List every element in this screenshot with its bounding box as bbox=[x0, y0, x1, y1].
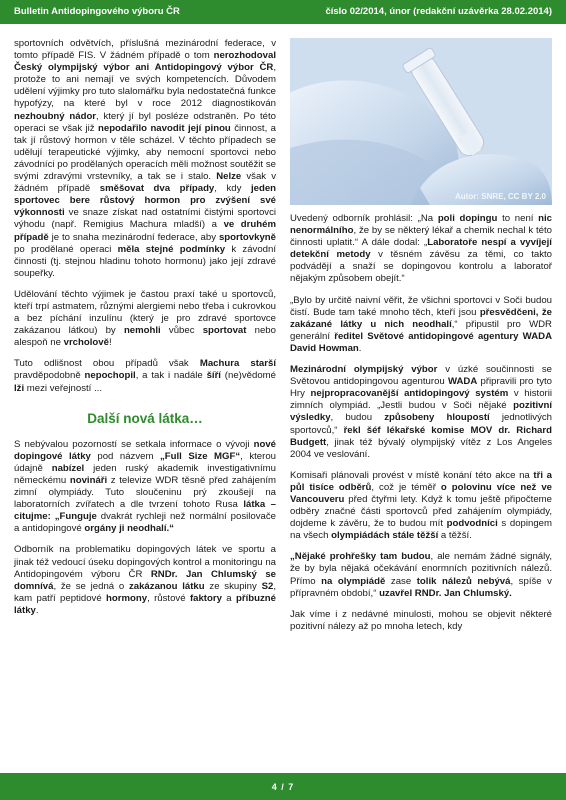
text-run: dvakrát rychleji než normální posilovače a antidopingové bbox=[14, 511, 276, 535]
text-run: , a tak i nadále bbox=[135, 370, 207, 382]
right-column bbox=[290, 213, 552, 642]
paragraph bbox=[290, 364, 552, 461]
bold-text: nerozhodoval Český olympijský výbor ani Antidopingový výbor ČR bbox=[14, 50, 276, 74]
text-run: zase bbox=[385, 575, 417, 587]
left-column bbox=[14, 38, 276, 626]
bold-text: faktory bbox=[189, 592, 222, 604]
text-run: to není bbox=[497, 213, 539, 224]
text-run: , jinak též bývalý olympijský vítěz z Los Angeles 2004 ve veslování. bbox=[290, 436, 552, 460]
bold-text: lži bbox=[14, 382, 25, 394]
paragraph bbox=[14, 439, 276, 536]
text-run: a těžší. bbox=[438, 530, 472, 542]
issue-info: číslo 02/2014, únor (redakční uzávěrka 28.02.2014) bbox=[325, 6, 552, 17]
text-run: před čtyřmi lety. Když k tomu ještě připočteme odběry značné části sportovců před zahájením olympiády, dojdeme k závěru, že to budou mít bbox=[290, 493, 552, 530]
text-run: sportovních odvětvích, příslušná mezinárodní federace, v tomto případě FIS. V žádném případě o tom bbox=[14, 38, 276, 62]
bold-text: vrcholově bbox=[63, 337, 109, 349]
text-run: , budou bbox=[330, 412, 385, 424]
text-run: „Bylo by určitě naivní věřit, že všichni sportovci v Soči budou čistí. Bude tam také mnoho těch, kteří jsou bbox=[290, 294, 552, 318]
text-run: k závodní činnosti (tj. stejnou hladinu tohoto hormonu) jako její zdravé soupeřky. bbox=[14, 243, 277, 279]
paragraph bbox=[290, 551, 552, 599]
text-run: Tuto odlišnost obou případů však bbox=[14, 358, 200, 370]
text-run: , který jí byl posléze odstraněn. Po této operaci se však již bbox=[14, 110, 276, 134]
bold-text: přesvědčeni, že zakázané látky u nich neodhalí bbox=[290, 306, 552, 330]
text-run: ,“ připustil pro WDR generální bbox=[290, 318, 552, 342]
text-run: z televize WDR těsně před zahájením zimní olympiády. Tuto sloučeninu prý zkoušejí na laboratorních zvířatech a dle tvrzení tohoto Rusa bbox=[14, 475, 277, 511]
bold-text: jeden sportovec bere růstový hormon pro zvýšení své výkonnosti bbox=[14, 183, 277, 219]
bold-text: tři a půl tisíce odběrů bbox=[290, 469, 552, 493]
text-run: , že by se některý lékař a chemik nechal k této činnosti uplatit.“ A dále dodal: „ bbox=[290, 225, 552, 249]
bold-text: Machura starší bbox=[199, 358, 277, 370]
bold-text: novináři bbox=[69, 475, 108, 486]
text-run: (ne)vědomé bbox=[220, 370, 276, 382]
text-run: s dopingem na všech bbox=[290, 518, 552, 542]
bold-text: nejpropracovanější antidopingový systém bbox=[310, 388, 509, 400]
bold-text: tolik nálezů nebývá bbox=[416, 575, 511, 587]
text-run: , spíše v přípravném období,“ bbox=[290, 575, 552, 599]
bold-text: S2 bbox=[261, 580, 274, 592]
text-run: mezi veřejností ... bbox=[24, 382, 102, 394]
bold-text: sportovat bbox=[202, 325, 247, 337]
bold-text: poli dopingu bbox=[437, 213, 498, 224]
bold-text: WADA bbox=[447, 376, 478, 388]
bold-text: o polovinu více než ve Vancouveru bbox=[290, 481, 552, 505]
bold-text: RNDr. Jan Chlumský se domnívá bbox=[14, 568, 276, 592]
paragraph bbox=[290, 470, 552, 543]
text-run: , že se jedná o bbox=[53, 580, 129, 592]
text-run: jednotlivých sportovců,“ bbox=[290, 412, 553, 436]
bold-text: látka – citujme: „Funguje bbox=[14, 499, 276, 523]
text-run: Komisaři plánovali provést v místě konání této akce na bbox=[290, 469, 534, 481]
bold-text: nic nenormálního bbox=[290, 213, 553, 237]
bold-text: „Full Size MGF“ bbox=[159, 450, 241, 462]
section-heading: Další nová látka… bbox=[87, 410, 203, 426]
text-run: , kam patří peptidové bbox=[14, 580, 276, 604]
bold-text: zakázanou látku bbox=[128, 580, 205, 592]
text-run: pod názvem bbox=[90, 450, 160, 462]
bold-text: nepodařilo navodit její pinou bbox=[98, 122, 231, 134]
bold-text: příbuzné látky bbox=[14, 592, 276, 616]
bold-text: ve druhém případě bbox=[14, 219, 276, 243]
bold-text: nepochopil bbox=[84, 370, 136, 382]
bold-text: hormony bbox=[106, 592, 148, 604]
bold-text: uzavřel RNDr. Jan Chlumský. bbox=[379, 587, 512, 599]
text-run: Uvedený odborník prohlásil: „Na bbox=[290, 213, 438, 224]
bold-text: Nelze bbox=[216, 171, 242, 183]
page-number: 4 / 7 bbox=[271, 782, 295, 792]
text-run: po prodělané operaci bbox=[14, 243, 118, 255]
bold-text: Laboratoře nespí a vyvíjejí detekční metody bbox=[290, 237, 552, 261]
text-run: . bbox=[35, 604, 39, 616]
bold-text: ředitel Světové antidopingové agentury WADA David Howman bbox=[290, 330, 552, 354]
bold-text: pozitivní výsledky bbox=[290, 400, 552, 424]
article-photo bbox=[290, 38, 552, 205]
bold-text: řekl šéf lékařské komise MOV dr. Richard Budgett bbox=[290, 424, 552, 448]
bold-text: směšovat dva případy bbox=[99, 183, 215, 195]
paragraph bbox=[290, 213, 552, 286]
bold-text: olympiádách stále těžší bbox=[331, 530, 439, 542]
bold-text: sportovkyně bbox=[218, 231, 276, 243]
bold-text: nové dopingové látky bbox=[14, 438, 276, 462]
text-run: , růstové bbox=[147, 592, 190, 604]
bulletin-title: Bulletin Antidopingového výboru ČR bbox=[14, 6, 180, 17]
bold-text: způsobeny hloupostí bbox=[384, 412, 490, 424]
text-run: , kdy bbox=[214, 183, 251, 195]
text-run: Odborník na problematiku dopingových látek ve sportu a jinak též vedoucí úseku dopingových kontrol a monitoringu na Antidopingovém výboru ČR bbox=[14, 544, 276, 580]
paragraph bbox=[290, 609, 552, 633]
text-run: ! bbox=[108, 337, 112, 349]
text-run: S nebývalou pozorností se setkala informace o vývoji bbox=[14, 438, 254, 450]
bold-text: podvodníci bbox=[446, 518, 498, 530]
text-run: Udělování těchto výjimek je častou praxí také u sportovců, kteří trpí astmatem, různými alergiemi nebo třeba i cukrovkou a bez píchání inzulínu (který je pro zdravé sportovce zakázanou látkou) by bbox=[14, 288, 276, 337]
text-run: v úzké součinnosti se Světovou antidopingovou agenturou bbox=[290, 364, 552, 388]
bold-text: nemohli bbox=[123, 325, 161, 337]
text-run: a bbox=[221, 592, 237, 604]
text-run: , což je téměř bbox=[371, 481, 441, 493]
text-run: ze skupiny bbox=[204, 580, 262, 592]
bold-text: nabízel bbox=[51, 462, 85, 474]
text-run: připravili pro tyto Hry bbox=[290, 376, 552, 400]
text-run: jeden ruský akademik investigativnímu německému bbox=[14, 462, 276, 486]
paragraph bbox=[14, 544, 276, 617]
text-run: vůbec bbox=[160, 325, 203, 337]
text-run: ve snaze získat nad ostatními čistými sportovci výhodu (např. Remigius Machura mladší) a bbox=[14, 207, 276, 231]
text-run: . bbox=[358, 342, 362, 354]
bold-text: na olympiádě bbox=[321, 575, 386, 587]
text-run: v historii zimních olympiád. „Jestli budou v Soči nějaké bbox=[290, 388, 552, 412]
bold-text: šíří bbox=[206, 370, 221, 382]
bold-text: nezhoubný nádor bbox=[14, 110, 97, 122]
text-run: pravděpodobně bbox=[14, 370, 85, 382]
bold-text: Mezinárodní olympijský výbor bbox=[290, 364, 438, 376]
text-run: však v žádném případě bbox=[14, 171, 276, 195]
bold-text: měla stejné podmínky bbox=[117, 243, 226, 255]
text-run: , protože to ani nemají ve svých kompetencích. Důvodem udělení výjimky pro tuto slalomářku byla nedostatečná funkce hypofýzy, na které byl v roce 2012 diagnostikován bbox=[14, 62, 276, 110]
paragraph bbox=[14, 38, 276, 280]
text-run: v těsném závěsu za těmi, co takto podvádějí a snaží se dopingovou kontrolu a laboratoř nějakým způsobem obejít.“ bbox=[290, 249, 552, 285]
text-run: , kterou údajně bbox=[14, 450, 276, 474]
text-run: je to snaha mezinárodní federace, aby bbox=[48, 231, 219, 243]
paragraph bbox=[14, 358, 276, 394]
footer-bar bbox=[0, 773, 566, 800]
text-run: nebo alespoň ne bbox=[14, 325, 276, 349]
bold-text: orgány ji neodhalí.“ bbox=[84, 523, 174, 535]
paragraph bbox=[14, 289, 276, 349]
text-run: Jak víme i z nedávné minulosti, mohou se objevit některé pozitivní nálezy až po mnoha letech, kdy bbox=[290, 608, 552, 632]
text-run: činnost, a tak jí růstový hormon v těle scházel. V těchto případech se udělují terapeutické výjimky, aby nemocní sportovci nebo závodníci po prodělaných operacích měli možnost soutěžit se svými zdravými vrstevníky, a tak se i stalo. bbox=[14, 122, 276, 183]
header-bar bbox=[0, 0, 566, 24]
bold-text: „Nějaké prohřešky tam budou bbox=[290, 551, 431, 563]
gloved-hand-test-tube-image bbox=[290, 38, 552, 205]
paragraph bbox=[290, 295, 552, 355]
photo-credit: Autor: SNRE, CC BY 2.0 bbox=[455, 192, 546, 201]
text-run: , ale nemám žádné signály, že by byla nějaká očekávání enormních pozitivních nálezů. Přímo bbox=[290, 551, 552, 587]
